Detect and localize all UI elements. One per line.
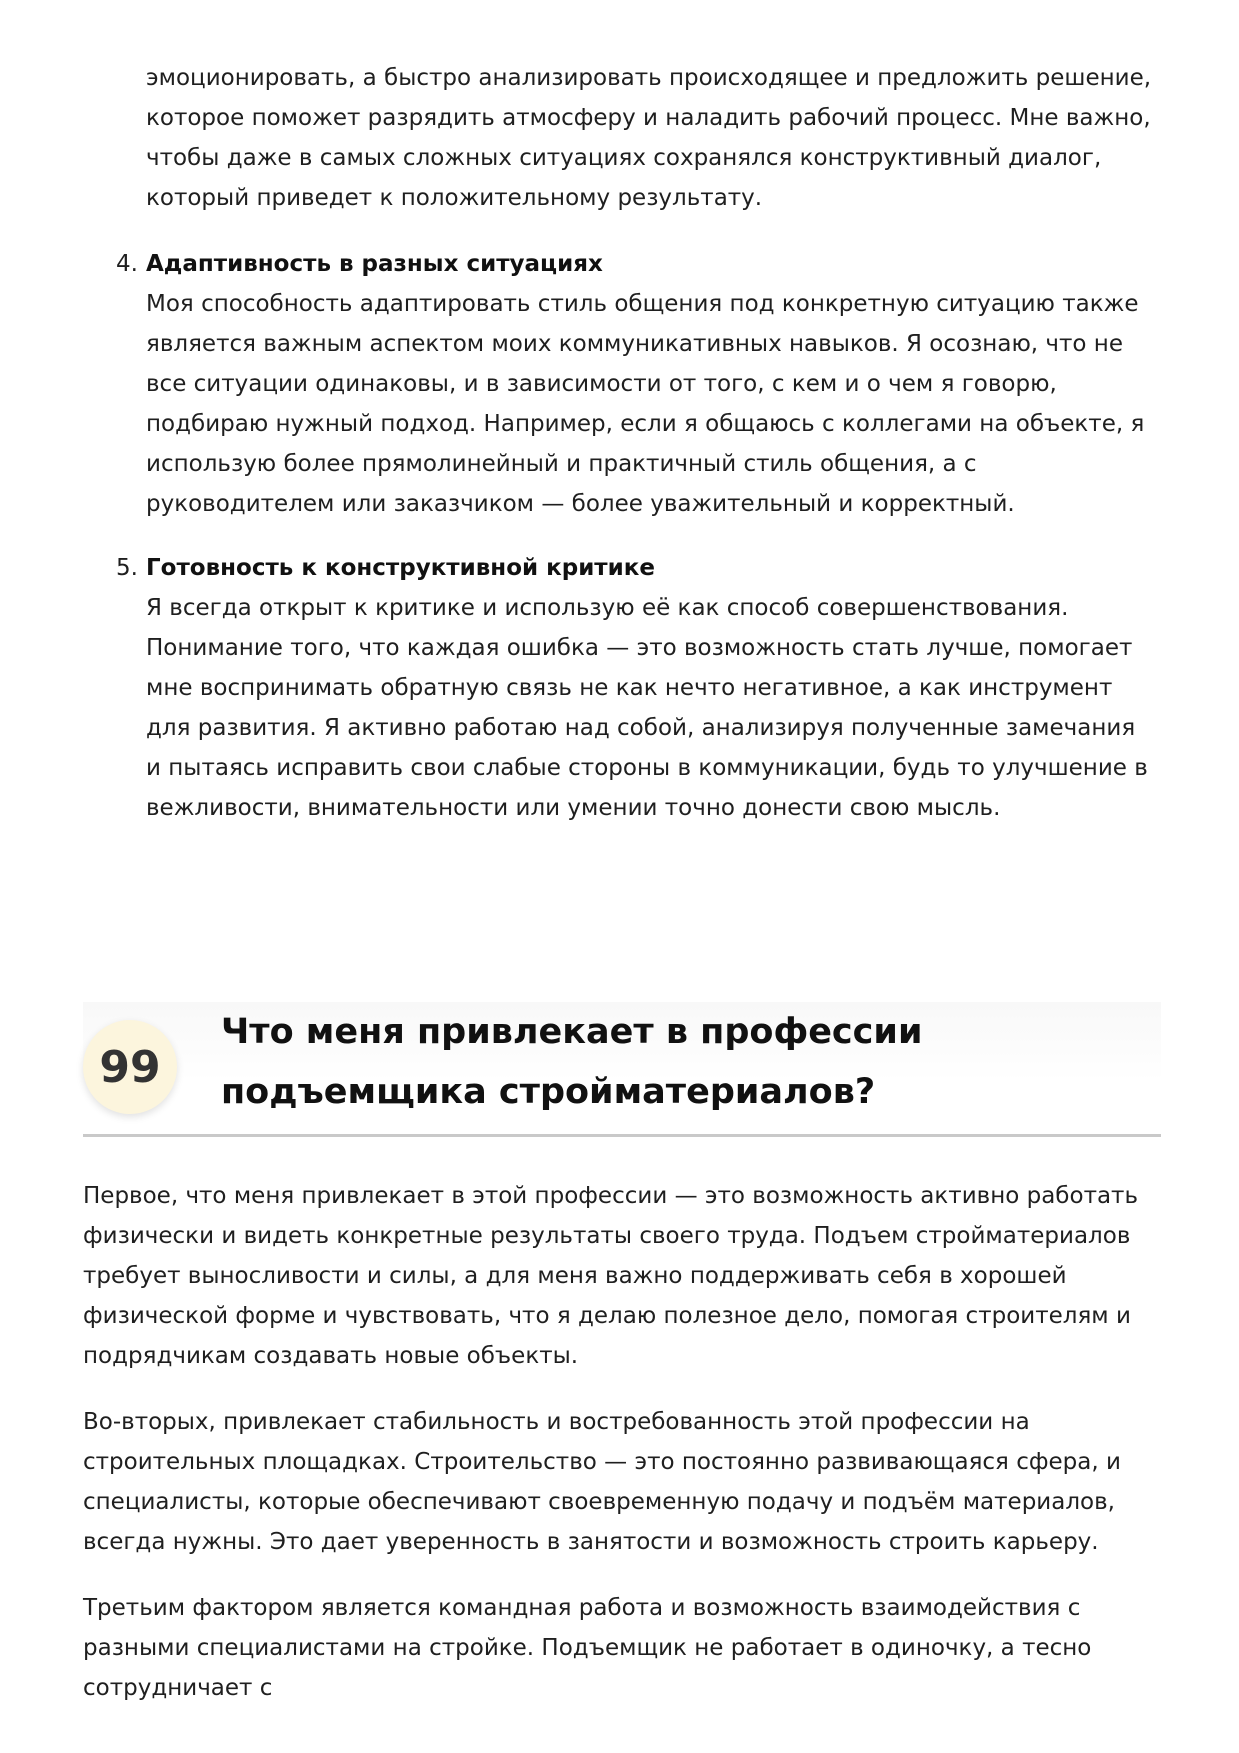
list-item-title: Адаптивность в разных ситуациях	[146, 251, 603, 277]
question-number-badge: 99	[83, 1020, 177, 1114]
continuation-paragraph: эмоционировать, а быстро анализировать происходящее и предложить решение, которое поможет разрядить атмосферу и наладить рабочий процесс. Мне важно, чтобы даже в самых сложных ситуациях сохранялся конструктивный диалог, который приведет к положительному результату.	[146, 65, 1152, 211]
list-item-number: 5.	[116, 555, 138, 581]
list-item	[116, 548, 1156, 828]
question-header	[83, 1002, 1161, 1137]
qualities-list	[116, 244, 1156, 852]
answer-paragraph: Во-вторых, привлекает стабильность и востребованность этой профессии на строительных площадках. Строительство — это постоянно развивающаяся сфера, и специалисты, которые обеспечивают своевременную подачу и подъём материалов, всегда нужны. Это дает уверенность в занятости и возможность строить карьеру.	[83, 1409, 1121, 1555]
question-title: Что меня привлекает в профессии подъемщика стройматериалов?	[221, 1012, 923, 1112]
answer-paragraph: Третьим фактором является командная работа и возможность взаимодействия с разными специалистами на стройке. Подъемщик не работает в одиночку, а тесно сотрудничает с	[83, 1595, 1092, 1701]
list-item	[116, 244, 1156, 524]
list-item-text: Я всегда открыт к критике и использую её как способ совершенствования. Понимание того, что каждая ошибка — это возможность стать лучше, помогает мне воспринимать обратную связь не как нечто негативное, а как инструмент для развития. Я активно работаю над собой, анализируя полученные замечания и пытаясь исправить свои слабые стороны в коммуникации, будь то улучшение в вежливости, внимательности или умении точно донести свою мысль.	[146, 595, 1148, 821]
list-item-number: 4.	[116, 251, 138, 277]
answer-body	[83, 1176, 1161, 1734]
list-item-title: Готовность к конструктивной критике	[146, 555, 655, 581]
list-item-text: Моя способность адаптировать стиль общения под конкретную ситуацию также является важным аспектом моих коммуникативных навыков. Я осознаю, что не все ситуации одинаковы, и в зависимости от того, с кем и о чем я говорю, подбираю нужный подход. Например, если я общаюсь с коллегами на объекте, я использую более прямолинейный и практичный стиль общения, а с руководителем или заказчиком — более уважительный и корректный.	[146, 291, 1145, 517]
answer-paragraph: Первое, что меня привлекает в этой профессии — это возможность активно работать физически и видеть конкретные результаты своего труда. Подъем стройматериалов требует выносливости и силы, а для меня важно поддерживать себя в хорошей физической форме и чувствовать, что я делаю полезное дело, помогая строителям и подрядчикам создавать новые объекты.	[83, 1183, 1139, 1369]
